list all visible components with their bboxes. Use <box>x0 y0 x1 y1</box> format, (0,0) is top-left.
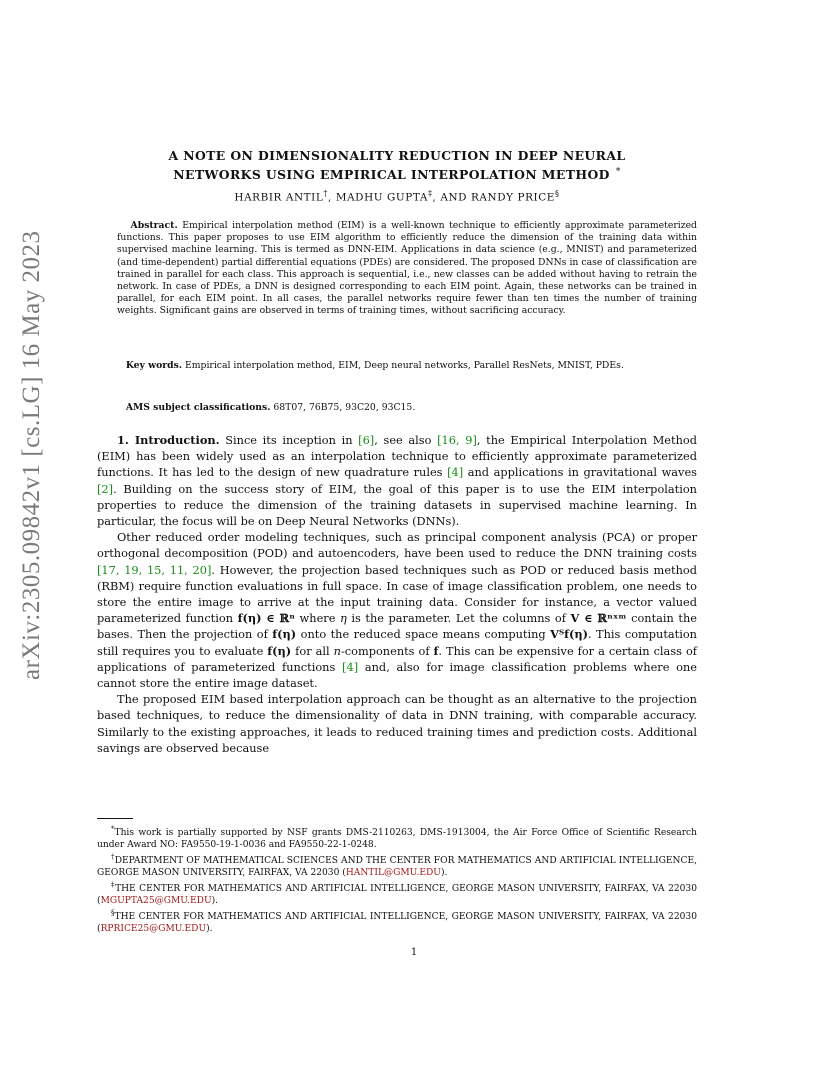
email-link[interactable]: HANTIL@GMU.EDU <box>345 868 441 879</box>
citation-link[interactable]: [2] <box>97 481 114 496</box>
keywords-label: Key words. <box>125 360 183 371</box>
footnote-3: ‡THE CENTER FOR MATHEMATICS AND ARTIFICIAL INTELLIGENCE, GEORGE MASON UNIVERSITY, FAIRFAX, VA 22030 (MGUPTA25@GMU.EDU). <box>97 881 697 907</box>
footnote-rule <box>97 818 133 819</box>
footnotes <box>97 823 697 935</box>
title-line-2: NETWORKS USING EMPIRICAL INTERPOLATION METHOD * <box>173 167 621 183</box>
title-footnote-mark: * <box>615 167 621 177</box>
ams-classifications <box>117 402 697 414</box>
footnote-4: §THE CENTER FOR MATHEMATICS AND ARTIFICIAL INTELLIGENCE, GEORGE MASON UNIVERSITY, FAIRFAX, VA 22030 (RPRICE25@GMU.EDU). <box>97 909 697 935</box>
intro-paragraph-3: The proposed EIM based interpolation approach can be thought as an alternative to the projection based techniques, to reduce the dimensionality of data in DNN training, with comparable accuracy. Similarly to the existing approaches, it leads to reduced training times and prediction costs. Additional savings are observed because <box>97 692 697 755</box>
paper-title <box>97 148 697 183</box>
ams-text: 68T07, 76B75, 93C20, 93C15. <box>273 402 416 413</box>
ams-label: AMS subject classifications. <box>125 402 271 413</box>
math-inline: f(η) <box>267 643 292 658</box>
citation-link[interactable]: [4] <box>342 659 359 674</box>
math-inline: Vᵀf(η) <box>550 627 588 642</box>
author-2: MADHU GUPTA <box>335 191 428 204</box>
email-link[interactable]: RPRICE25@GMU.EDU <box>100 924 207 935</box>
author-list: HARBIR ANTIL†, MADHU GUPTA‡, AND RANDY PRICE§ <box>234 189 560 204</box>
math-inline: V ∈ ℝⁿˣᵐ <box>570 611 627 626</box>
footnote-1: *This work is partially supported by NSF grants DMS-2110263, DMS-1913004, the Air Force Office of Scientific Research under Award NO: FA9550-19-1-0036 and FA9550-22-1-0248. <box>97 825 697 851</box>
math-inline: f(η) <box>272 627 297 642</box>
math-inline: n <box>333 643 341 658</box>
citation-link[interactable]: [6] <box>358 433 375 447</box>
abstract-label: Abstract. <box>130 220 178 231</box>
author-3: AND RANDY PRICE <box>440 191 555 204</box>
abstract-text: Empirical interpolation method (EIM) is a well-known technique to efficiently approximate parameterized functions. This paper proposes to use EIM algorithm to efficiently reduce the dimension of the training data within supervised machine learning. This is termed as DNN-EIM. Applications in data science (e.g., MNIST) and parameterized (and time-dependent) partial differential equations (PDEs) are considered. The proposed DNNs in case of classification are trained in parallel for each class. This approach is sequential, i.e., new classes can be added without having to retrain the network. In case of PDEs, a DNN is designed corresponding to each EIM point. Again, these networks can be trained in parallel, for each EIM point. In all cases, the parallel networks require fewer than ten times the number of training weights. Significant gains are observed in terms of training times, without sacrificing accuracy. <box>117 220 697 317</box>
math-inline: f(η) ∈ ℝⁿ <box>237 611 295 626</box>
arxiv-identifier: arXiv:2305.09842v1 [cs.LG] 16 May 2023 <box>18 230 45 680</box>
math-inline: f <box>433 643 439 658</box>
title-line-1: A NOTE ON DIMENSIONALITY REDUCTION IN DEEP NEURAL <box>168 148 626 163</box>
section-heading: 1. Introduction. <box>117 433 220 447</box>
author-1: HARBIR ANTIL <box>234 191 324 204</box>
keywords <box>117 360 697 372</box>
footnote-2: †DEPARTMENT OF MATHEMATICAL SCIENCES AND THE CENTER FOR MATHEMATICS AND ARTIFICIAL INTELLIGENCE, GEORGE MASON UNIVERSITY, FAIRFAX, VA 22030 (HANTIL@GMU.EDU). <box>97 853 697 879</box>
citation-link[interactable]: [4] <box>447 465 464 480</box>
citation-link[interactable]: [17, 19, 15, 11, 20] <box>97 562 212 577</box>
keywords-text: Empirical interpolation method, EIM, Deep neural networks, Parallel ResNets, MNIST, PDEs. <box>185 360 624 371</box>
page-number: 1 <box>410 947 418 958</box>
email-link[interactable]: MGUPTA25@GMU.EDU <box>100 896 212 907</box>
intro-paragraph-2: Other reduced order modeling techniques, such as principal component analysis (PCA) or proper orthogonal decomposition (POD) and autoencoders, have been used to reduce the DNN training costs [17, 19, 15, 11, 20]. However, the projection based techniques such as POD or reduced basis method (RBM) require function evaluations in full space. In case of image classification problem, one needs to store the entire image to arrive at the input training data. Consider for instance, a vector valued parameterized function f(η) ∈ ℝⁿ where η is the parameter. Let the columns of V ∈ ℝⁿˣᵐ contain the bases. Then the projection of f(η) onto the reduced space means computing Vᵀf(η). This computation still requires you to evaluate f(η) for all n-components of f. This can be expensive for a certain class of applications of parameterized functions [4] and, also for image classification problems where one cannot store the entire image dataset. <box>97 530 698 691</box>
citation-link[interactable]: [16, 9] <box>437 433 477 447</box>
introduction-section <box>97 432 697 756</box>
abstract <box>117 220 697 318</box>
math-inline: η <box>340 611 347 626</box>
intro-paragraph-1: 1. Introduction. Since its inception in [6], see also [16, 9], the Empirical Interpolation Method (EIM) has been widely used as an interpolation technique to efficiently approximate parameterized functions. It has led to the design of new quadrature rules [4] and applications in gravitational waves [2]. Building on the success story of EIM, the goal of this paper is to use the EIM interpolation properties to reduce the dimension of the training datasets in supervised machine learning. In particular, the focus will be on Deep Neural Networks (DNNs). <box>97 433 697 529</box>
